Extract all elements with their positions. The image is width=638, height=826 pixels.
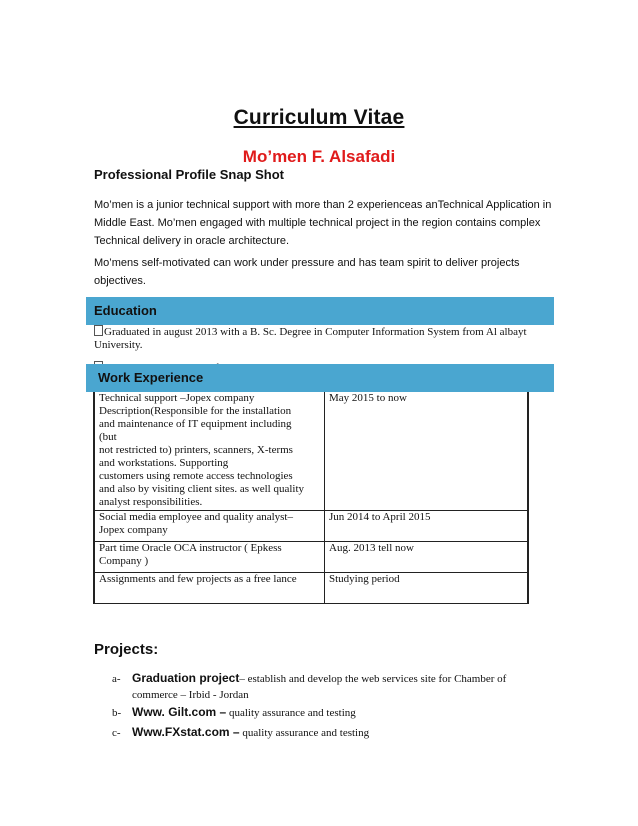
bullet-icon [94, 325, 103, 336]
work-role-line: customers using remote access technologies [99, 470, 293, 482]
work-experience-table [93, 390, 529, 604]
work-role-line: Part time Oracle OCA instructor ( Epkess [99, 542, 282, 554]
project-title: Www.FXstat.com – [132, 725, 240, 739]
work-experience-heading: Work Experience [98, 370, 204, 385]
project-description: quality assurance and testing [226, 707, 356, 719]
project-item [112, 724, 369, 741]
profile-p2-line1: Mo’mens self-motivated can work under pressure and has team spirit to deliver projects [94, 257, 520, 269]
work-role-cell [95, 542, 325, 573]
education-line-1 [94, 325, 544, 339]
education-heading: Education [94, 303, 157, 318]
project-item [112, 704, 356, 721]
project-item [112, 670, 532, 703]
document-title: Curriculum Vitae [233, 106, 405, 129]
work-role-line: Company ) [99, 555, 149, 567]
work-role-line: and workstations. Supporting [99, 457, 229, 469]
work-role-line: and maintenance of IT equipment including [99, 418, 292, 430]
education-line-1-text: Graduated in august 2013 with a B. Sc. Degree in Computer Information System from Al albayt [104, 326, 527, 338]
profile-p1-line2: Middle East. Mo’men engaged with multiple technical project in the region contains complex [94, 217, 541, 229]
profile-p2-line2: objectives. [94, 275, 146, 287]
work-role-line: Assignments and few projects as a free lance [99, 573, 297, 585]
work-role-line: Social media employee and quality analyst– [99, 511, 293, 523]
projects-heading: Projects: [94, 641, 159, 658]
work-role-line: analyst responsibilities. [99, 496, 203, 508]
profile-paragraph-2 [94, 254, 554, 290]
candidate-name: Mo’men F. Alsafadi [242, 147, 396, 166]
project-marker: c- [112, 727, 121, 739]
work-period-cell: Aug. 2013 tell now [325, 542, 528, 573]
project-marker: a- [112, 673, 121, 685]
education-line-1b: University. [94, 339, 143, 351]
work-role-line: Description(Responsible for the installation [99, 405, 292, 417]
project-title: Www. Gilt.com – [132, 705, 227, 719]
project-description: quality assurance and testing [239, 727, 370, 739]
work-role-cell [95, 573, 325, 604]
table-row [95, 542, 528, 573]
education-band [86, 297, 554, 325]
project-description: – establish and develop the web services site for Chamber of [239, 673, 507, 685]
work-role-cell [95, 392, 325, 511]
work-role-line: and also by visiting client sites. as well quality [99, 483, 304, 495]
project-description-cont: commerce – Irbid - Jordan [132, 689, 249, 701]
work-experience-band [86, 364, 554, 392]
profile-p1-line3: Technical delivery in oracle architecture. [94, 235, 290, 247]
profile-p1-line1: Mo’men is a junior technical support with more than 2 experienceas anTechnical Application in [94, 199, 552, 211]
work-role-line: Jopex company [99, 524, 168, 536]
table-row [95, 573, 528, 604]
work-role-cell [95, 511, 325, 542]
work-role-line: (but [99, 431, 117, 443]
project-title: Graduation project [132, 671, 240, 685]
table-row [95, 392, 528, 511]
table-row [95, 511, 528, 542]
profile-heading: Professional Profile Snap Shot [94, 167, 284, 182]
work-period-cell: Studying period [325, 573, 528, 604]
work-period-cell: Jun 2014 to April 2015 [325, 511, 528, 542]
project-marker: b- [112, 707, 122, 719]
work-role-line: not restricted to) printers, scanners, X-terms [99, 444, 293, 456]
work-period-cell: May 2015 to now [325, 392, 528, 511]
work-role-line: Technical support –Jopex company [99, 392, 255, 404]
profile-paragraph-1 [94, 196, 554, 250]
